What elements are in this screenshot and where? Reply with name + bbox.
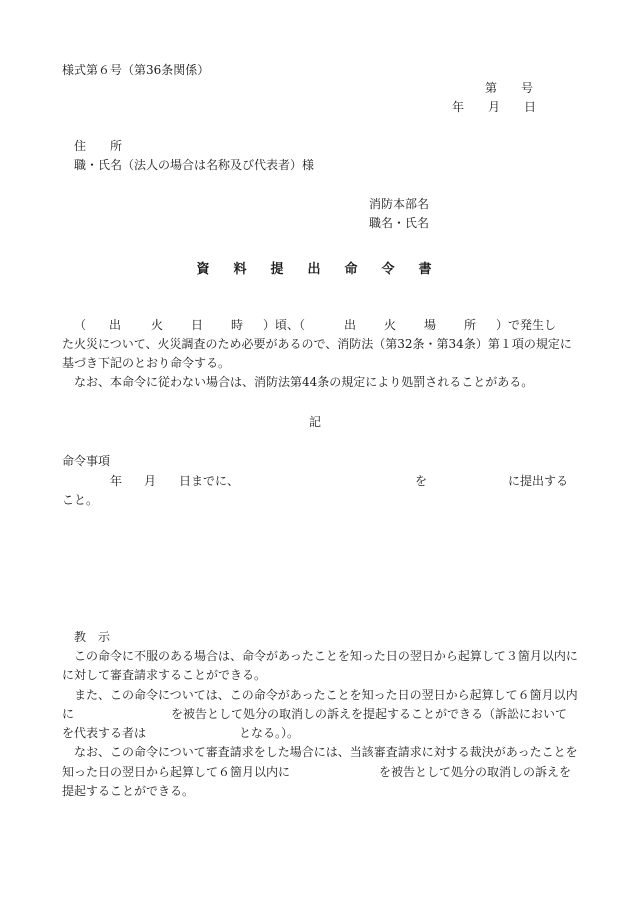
notice-p2-rep: を代表する者は bbox=[62, 726, 147, 740]
paren-open: （ bbox=[74, 318, 87, 332]
body-line-2: た火災について、火災調査のため必要があるので、消防法（第32条・第34条）第１項の規定に bbox=[62, 337, 572, 351]
notice-p2-line1: また、この命令については、この命令があったことを知った日の翌日から起算して６箇月以内 bbox=[74, 688, 578, 702]
fire-place-char: 所 bbox=[464, 318, 477, 332]
notice-p3-rest: を被告として処分の取消しの訴えを bbox=[379, 765, 572, 779]
fire-date-char: 出 bbox=[109, 318, 122, 332]
notice-p2-rest: を被告として処分の取消しの訴えを提起することができる（訴訟において bbox=[171, 707, 568, 721]
fire-date-char: 火 bbox=[151, 318, 164, 332]
fire-place-char: 場 bbox=[424, 318, 437, 332]
issuer-org: 消防本部名 bbox=[369, 197, 430, 211]
ki-heading: 記 bbox=[309, 415, 322, 429]
notice-p3-line1: なお、この命令について審査請求をした場合には、当該審査請求に対する裁決があったことを bbox=[74, 745, 578, 759]
paren-close-a: ）頃、（ bbox=[263, 318, 306, 332]
body-line-1 bbox=[62, 318, 567, 332]
document-number: 第 号 bbox=[485, 81, 534, 95]
paren-close-b: ）で発生し bbox=[496, 318, 557, 332]
order-submit: に提出する bbox=[508, 474, 569, 488]
notice-p2-ni: に bbox=[62, 707, 75, 721]
title-char: 命 bbox=[344, 262, 360, 277]
recipient-name-label: 職・氏名（法人の場合は名称及び代表者）様 bbox=[74, 158, 315, 172]
notice-p2-line3 bbox=[62, 726, 567, 740]
notice-p2-line2 bbox=[62, 707, 567, 721]
order-day: 日までに、 bbox=[179, 474, 240, 488]
order-month: 月 bbox=[144, 474, 157, 488]
title-char: 資 bbox=[196, 262, 212, 277]
order-wo: を bbox=[415, 474, 428, 488]
title-char: 令 bbox=[381, 262, 397, 277]
order-line bbox=[62, 474, 567, 488]
body-line-3: 基づき下記のとおり命令する。 bbox=[62, 356, 231, 370]
fire-date-char: 時 bbox=[231, 318, 244, 332]
fire-date-char: 日 bbox=[191, 318, 204, 332]
notice-p3-line2 bbox=[62, 765, 572, 779]
notice-p3-start: 知った日の翌日から起算して６箇月以内に bbox=[62, 765, 291, 779]
fire-place-char: 火 bbox=[384, 318, 397, 332]
address-label: 住 所 bbox=[74, 139, 123, 153]
title-char: 出 bbox=[307, 262, 323, 277]
notice-p1-line2: に対して審査請求することができる。 bbox=[62, 668, 267, 682]
notice-heading: 教 示 bbox=[74, 630, 111, 644]
issue-date: 年 月 日 bbox=[452, 100, 537, 114]
notice-p3-line3: 提起することができる。 bbox=[62, 784, 195, 798]
document-title bbox=[0, 258, 630, 277]
notice-p2-end: となる。）。 bbox=[239, 726, 300, 740]
order-year: 年 bbox=[110, 474, 123, 488]
body-line-4: なお、本命令に従わない場合は、消防法第44条の規定により処罰されることがある。 bbox=[74, 375, 534, 389]
notice-p1-line1: この命令に不服のある場合は、命令があったことを知った日の翌日から起算して３箇月以内に bbox=[74, 649, 578, 663]
title-char: 書 bbox=[418, 262, 434, 277]
form-label: 様式第６号（第36条関係） bbox=[62, 63, 210, 77]
order-heading: 命令事項 bbox=[62, 454, 111, 468]
title-char: 料 bbox=[233, 262, 249, 277]
fire-place-char: 出 bbox=[344, 318, 357, 332]
title-char: 提 bbox=[270, 262, 286, 277]
order-end: こと。 bbox=[62, 493, 99, 507]
issuer-name: 職名・氏名 bbox=[369, 216, 430, 230]
